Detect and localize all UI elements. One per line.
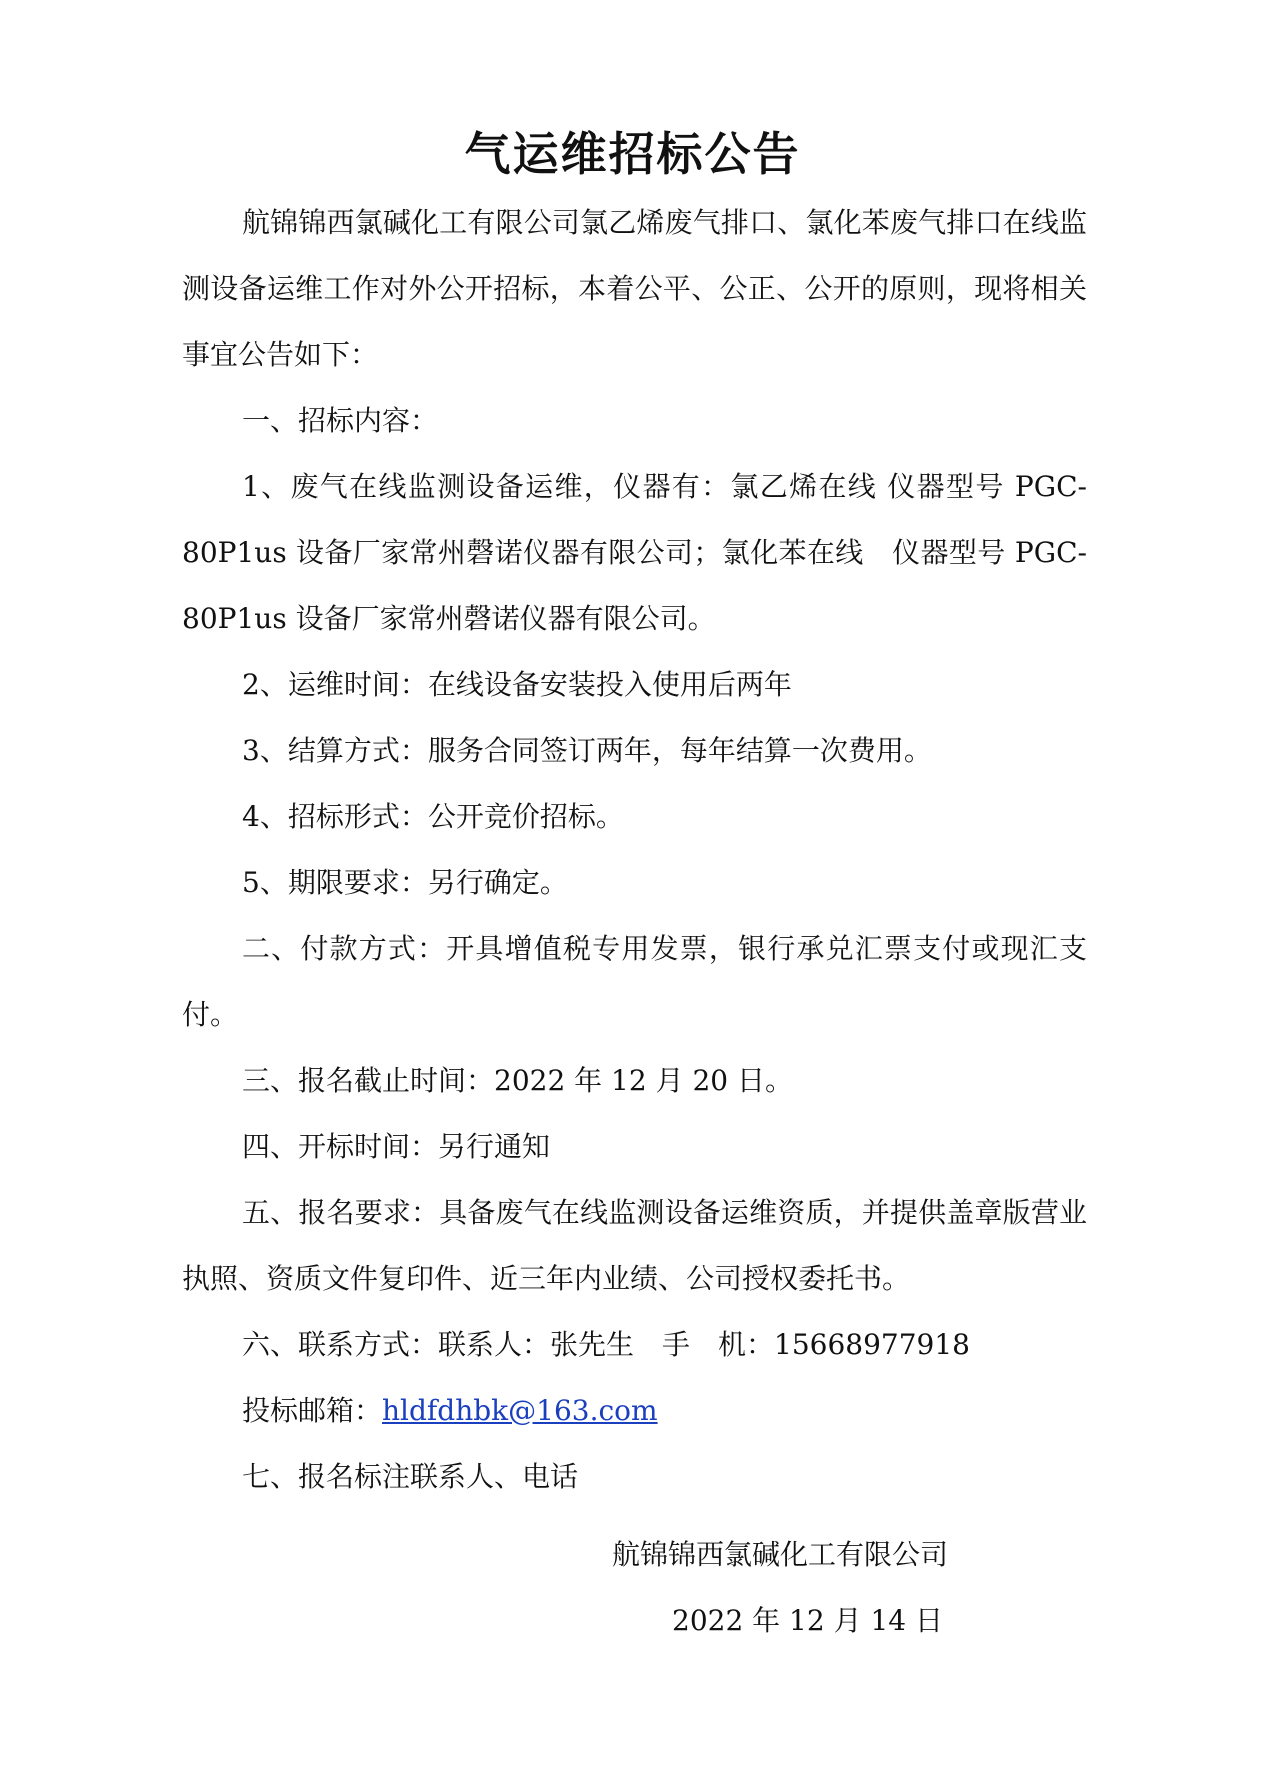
company-signature: 航锦锦西氯碱化工有限公司 — [612, 1538, 949, 1571]
section-4-opening-time: 四、开标时间：另行通知 — [242, 1130, 551, 1163]
document-body — [182, 190, 1087, 1510]
section-5-requirements: 五、报名要求：具备废气在线监测设备运维资质，并提供盖章版营业执照、资质文件复印件、近三年内业绩、公司授权委托书。 — [182, 1196, 1087, 1295]
section-1-item-4: 4、招标形式：公开竞价招标。 — [242, 800, 624, 833]
section-1-heading: 一、招标内容： — [242, 404, 439, 437]
email-link[interactable]: hldfdhbk@163.com — [382, 1394, 658, 1427]
email-line — [182, 1378, 1087, 1444]
section-1-item-3: 3、结算方式：服务合同签订两年，每年结算一次费用。 — [242, 734, 932, 767]
section-3-deadline: 三、报名截止时间：2022 年 12 月 20 日。 — [242, 1064, 794, 1097]
section-2-payment: 二、付款方式：开具增值税专用发票，银行承兑汇票支付或现汇支付。 — [182, 932, 1087, 1031]
page-title: 气运维招标公告 — [464, 127, 801, 181]
section-6-contact: 六、联系方式：联系人：张先生 手 机：15668977918 — [242, 1328, 970, 1361]
section-1-item-5: 5、期限要求：另行确定。 — [242, 866, 568, 899]
email-label: 投标邮箱： — [242, 1394, 383, 1427]
intro-paragraph: 航锦锦西氯碱化工有限公司氯乙烯废气排口、氯化苯废气排口在线监测设备运维工作对外公开招标，本着公平、公正、公开的原则，现将相关事宜公告如下： — [182, 206, 1087, 371]
section-1-item-1: 1、废气在线监测设备运维，仪器有：氯乙烯在线 仪器型号 PGC-80P1us 设备厂家常州磬诺仪器有限公司；氯化苯在线 仪器型号 PGC-80P1us 设备厂家常州磬诺仪器有限公司。 — [182, 470, 1087, 635]
section-1-item-2: 2、运维时间：在线设备安装投入使用后两年 — [242, 668, 792, 701]
section-7-note: 七、报名标注联系人、电话 — [242, 1460, 579, 1493]
issue-date: 2022 年 12 月 14 日 — [672, 1604, 944, 1637]
